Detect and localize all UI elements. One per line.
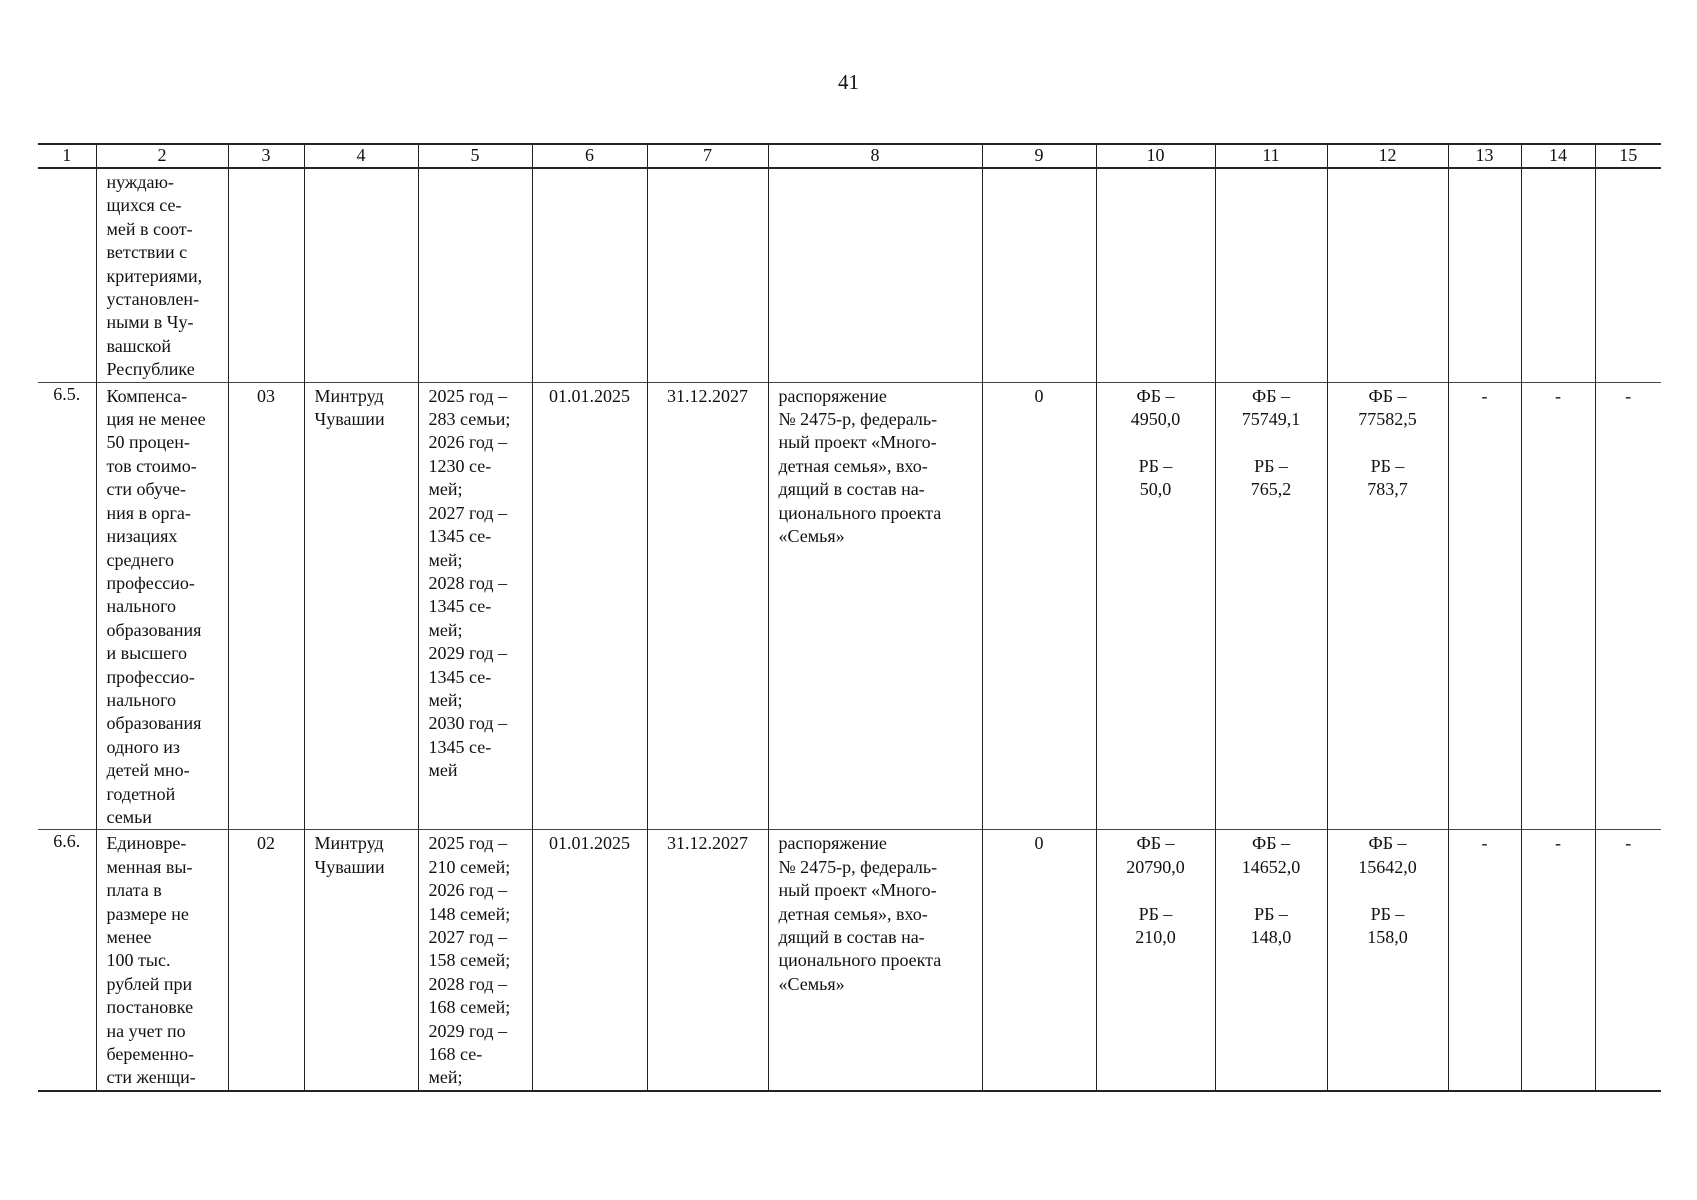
funding-2027-cell xyxy=(1327,168,1448,382)
executor-cell xyxy=(304,168,418,382)
funding-2027-cell: ФБ – 15642,0 РБ – 158,0 xyxy=(1327,830,1448,1091)
basis-cell xyxy=(768,168,982,382)
target-cell: 2025 год – 210 семей; 2026 год – 148 семей; 2027 год – 158 семей; 2028 год – 168 семей; 2029 год – 168 се- мей; xyxy=(418,830,532,1091)
column-number: 5 xyxy=(418,144,532,168)
start-date-cell: 01.01.2025 xyxy=(532,382,647,830)
column-number: 2 xyxy=(96,144,228,168)
column-number: 1 xyxy=(38,144,96,168)
column-number: 4 xyxy=(304,144,418,168)
value-cell xyxy=(982,168,1096,382)
funding-2026-cell xyxy=(1215,168,1327,382)
column-number: 3 xyxy=(228,144,304,168)
measure-name-cell: нуждаю- щихся се- мей в соот- ветствии с критериями, установлен- ными в Чу- вашской Республике xyxy=(96,168,228,382)
table-row xyxy=(38,382,1661,830)
column-number: 12 xyxy=(1327,144,1448,168)
col15-cell: - xyxy=(1595,830,1661,1091)
column-number: 13 xyxy=(1448,144,1521,168)
column-number: 9 xyxy=(982,144,1096,168)
col13-cell xyxy=(1448,168,1521,382)
column-number: 10 xyxy=(1096,144,1215,168)
basis-cell: распоряжение № 2475-р, федераль- ный проект «Много- детная семья», вхо- дящий в состав на- ционального проекта «Семья» xyxy=(768,382,982,830)
start-date-cell xyxy=(532,168,647,382)
measures-table xyxy=(38,143,1661,1092)
code-cell xyxy=(228,168,304,382)
table-row xyxy=(38,830,1661,1091)
col15-cell xyxy=(1595,168,1661,382)
measure-name-cell: Единовре- менная вы- плата в размере не менее 100 тыс. рублей при постановке на учет по беременно- сти женщи- xyxy=(96,830,228,1091)
column-number: 14 xyxy=(1521,144,1595,168)
funding-2026-cell: ФБ – 14652,0 РБ – 148,0 xyxy=(1215,830,1327,1091)
col15-cell: - xyxy=(1595,382,1661,830)
end-date-cell xyxy=(647,168,768,382)
executor-cell: Минтруд Чувашии xyxy=(304,382,418,830)
start-date-cell: 01.01.2025 xyxy=(532,830,647,1091)
row-number-cell: 6.6. xyxy=(38,830,96,1091)
table-row xyxy=(38,168,1661,382)
executor-cell: Минтруд Чувашии xyxy=(304,830,418,1091)
page-number: 41 xyxy=(838,70,859,94)
target-cell xyxy=(418,168,532,382)
value-cell: 0 xyxy=(982,382,1096,830)
column-number: 15 xyxy=(1595,144,1661,168)
col14-cell: - xyxy=(1521,382,1595,830)
funding-2025-cell: ФБ – 4950,0 РБ – 50,0 xyxy=(1096,382,1215,830)
column-number: 11 xyxy=(1215,144,1327,168)
basis-cell: распоряжение № 2475-р, федераль- ный проект «Много- детная семья», вхо- дящий в состав на- ционального проекта «Семья» xyxy=(768,830,982,1091)
column-number: 7 xyxy=(647,144,768,168)
row-number-cell: 6.5. xyxy=(38,382,96,830)
funding-2026-cell: ФБ – 75749,1 РБ – 765,2 xyxy=(1215,382,1327,830)
funding-2025-cell: ФБ – 20790,0 РБ – 210,0 xyxy=(1096,830,1215,1091)
column-number: 6 xyxy=(532,144,647,168)
funding-2027-cell: ФБ – 77582,5 РБ – 783,7 xyxy=(1327,382,1448,830)
code-cell: 02 xyxy=(228,830,304,1091)
column-number-header-row xyxy=(38,144,1661,168)
funding-2025-cell xyxy=(1096,168,1215,382)
col14-cell: - xyxy=(1521,830,1595,1091)
code-cell: 03 xyxy=(228,382,304,830)
column-number: 8 xyxy=(768,144,982,168)
col13-cell: - xyxy=(1448,382,1521,830)
measure-name-cell: Компенса- ция не менее 50 процен- тов стоимо- сти обуче- ния в орга- низациях среднего профессио- нального образования и высшего профессио- нального образования одного из детей мно- годетной семьи xyxy=(96,382,228,830)
row-number-cell xyxy=(38,168,96,382)
col14-cell xyxy=(1521,168,1595,382)
end-date-cell: 31.12.2027 xyxy=(647,830,768,1091)
col13-cell: - xyxy=(1448,830,1521,1091)
target-cell: 2025 год – 283 семьи; 2026 год – 1230 се- мей; 2027 год – 1345 се- мей; 2028 год – 1345 се- мей; 2029 год – 1345 се- мей; 2030 год – 1345 се- мей xyxy=(418,382,532,830)
value-cell: 0 xyxy=(982,830,1096,1091)
end-date-cell: 31.12.2027 xyxy=(647,382,768,830)
